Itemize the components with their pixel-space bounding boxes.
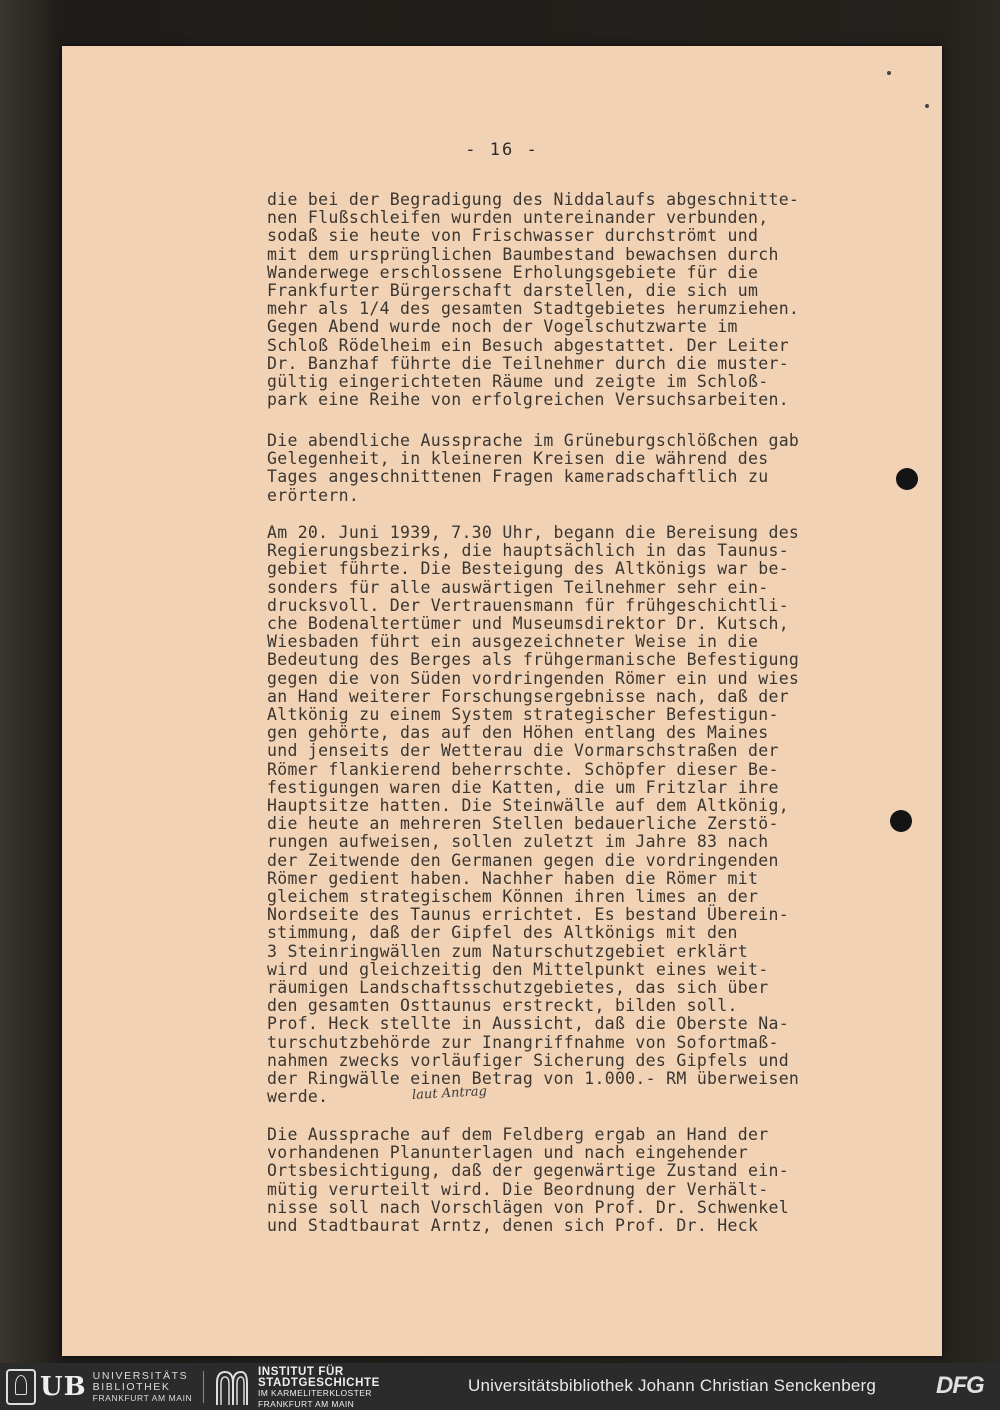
paragraph-3: Am 20. Juni 1939, 7.30 Uhr, begann die Bereisung des Regierungsbezirks, die hauptsächlich in das Taunus- gebiet führte. Die Besteigung des Altkönigs war be- sonders für alle auswärtigen Teilnehmer sehr ein- drucksvoll. Der Vertrauensmann für frühgeschichtli- che Bodenaltertümer und Museumsdirektor Dr. Kutsch, Wiesbaden führt ein ausgezeichneter Weise in die Bedeutung des Berges als frühgermanische Befestigung gegen die von Süden vordringenden Römer ein und wies an Hand weiterer Forschungsergebnisse nach, daß der Altkönig zu einem System strategischer Befestigun- gen gehörte, das auf den Höhen entlang des Maines und jenseits der Wetterau die Vormarschstraßen der Römer flankierend beherrschte. Schöpfer dieser Be- festigungen waren die Katten, die um Fritzlar ihre Hauptsitze hatten. Die Steinwälle auf dem Altkönig, die heute an mehreren Stellen bedauerliche Zerstö- rungen aufweisen, sollen zuletzt im Jahre 83 nach der Zeitwende den Germanen gegen die vordringenden Römer gedient haben. Nachher haben die Römer mit gleichem strategischem Können ihren limes an der Nordseite des Taunus errichtet. Es bestand Überein- stimmung, daß der Gipfel des Altkönigs mit den 3 Steinringwällen zum Naturschutzgebiet erklärt wird und gleichzeitig den Mittelpunkt eines weit- räumigen Landschaftsschutzgebietes, das sich über den gesamten Osttaunus erstreckt, bilden soll. Prof. Heck stellte in Aussicht, daß die Oberste Na- turschutzbehörde zur Inangriffnahme von Sofortmaß- nahmen zwecks vorläufiger Sicherung des Gipfels und der Ringwälle einen Betrag von 1.000.- RM überweisen werde. <box>267 523 800 1107</box>
punch-hole <box>896 468 918 490</box>
ub-text <box>93 1371 193 1404</box>
ub-logo[interactable] <box>6 1369 192 1405</box>
ub-line-1: UNIVERSITÄTS <box>92 1369 189 1382</box>
dfg-logo[interactable]: DFG <box>936 1372 984 1399</box>
document-page <box>62 46 942 1356</box>
ink-speck <box>925 104 929 108</box>
ink-speck <box>887 71 891 75</box>
library-name[interactable]: Universitätsbibliothek Johann Christian Senckenberg <box>468 1376 877 1395</box>
isg-text <box>258 1367 380 1409</box>
handwritten-note: laut Antrag <box>411 1084 488 1103</box>
footer-divider <box>203 1371 204 1403</box>
cloister-arch-icon <box>214 1369 250 1407</box>
isg-line-3: IM KARMELITERKLOSTER <box>258 1388 372 1398</box>
seal-icon <box>6 1369 36 1405</box>
isg-logo[interactable] <box>214 1367 380 1409</box>
ub-line-2: BIBLIOTHEK <box>92 1380 171 1393</box>
ub-letters: UB <box>40 1372 87 1402</box>
isg-line-2: STADTGESCHICHTE <box>258 1376 380 1389</box>
page-number: - 16 - <box>465 140 539 160</box>
isg-line-4: FRANKFURT AM MAIN <box>258 1398 355 1409</box>
footer-bar <box>0 1363 1000 1410</box>
ub-line-3: FRANKFURT AM MAIN <box>92 1392 193 1403</box>
punch-hole <box>890 810 912 832</box>
paragraph-1: die bei der Begradigung des Niddalaufs abgeschnitte- nen Flußschleifen wurden untereinander verbunden, sodaß sie heute von Frischwasser durchströmt und mit dem ursprünglichen Baumbestand bewachsen durch Wanderwege erschlossene Erholungsgebiete für die Frankfurter Bürgerschaft darstellen, die sich um mehr als 1/4 des gesamten Stadtgebietes herumziehen. Gegen Abend wurde noch der Vogelschutzwarte im Schloß Rödelheim ein Besuch abgestattet. Der Leiter Dr. Banzhaf führte die Teilnehmer durch die muster- gültig eingerichteten Räume und zeigte im Schloß- park eine Reihe von erfolgreichen Versuchsarbeiten. <box>267 190 800 410</box>
paragraph-4: Die Aussprache auf dem Feldberg ergab an Hand der vorhandenen Planunterlagen und nach eingehender Ortsbesichtigung, daß der gegenwärtige Zustand ein- mütig verurteilt wird. Die Beordnung der Verhält- nisse soll nach Vorschlägen von Prof. Dr. Schwenkel und Stadtbaurat Arntz, denen sich Prof. Dr. Heck <box>267 1125 789 1236</box>
isg-line-1: INSTITUT FÜR <box>258 1366 344 1378</box>
paragraph-2: Die abendliche Aussprache im Grüneburgschlößchen gab Gelegenheit, in kleineren Kreisen die während des Tages angeschnittenen Fragen kameradschaftlich zu erörtern. <box>267 431 800 505</box>
